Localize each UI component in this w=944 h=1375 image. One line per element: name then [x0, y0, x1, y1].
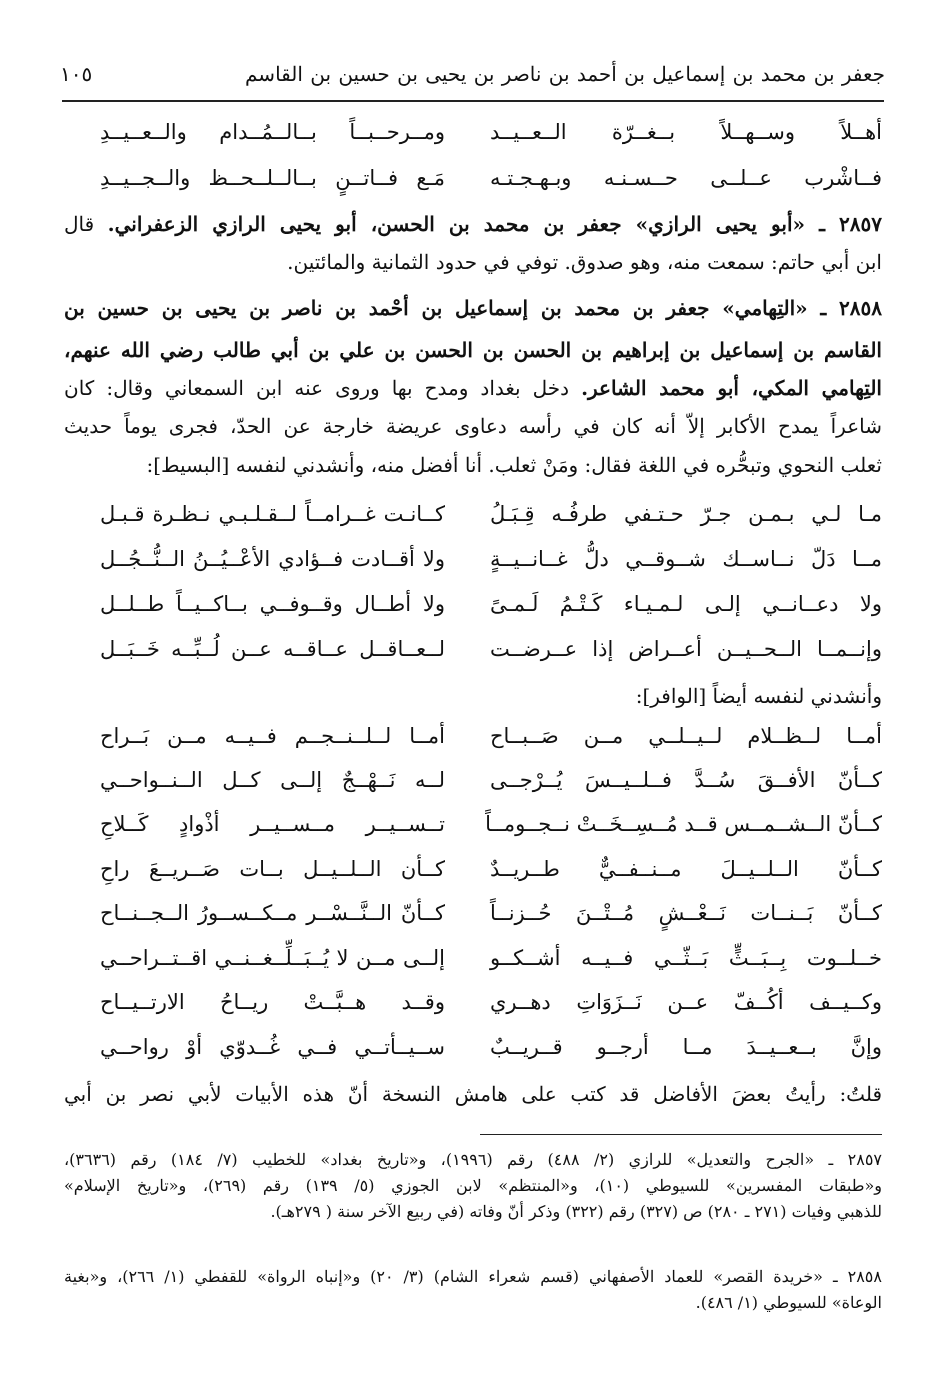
verse-first-hemistich: وإنــمــا الــحــيــن أعــراض إذا عــرضــت — [490, 637, 882, 661]
verse-first-hemistich: كــأنّ الــشــمــس قــد مُــسِــخَــتْ نــجــومــاً — [485, 812, 882, 836]
verse-second-hemistich: ســيــأتــي فــي غُــدوّي أوْ رواحــي — [100, 1035, 445, 1059]
verse-second-hemistich: ولا أطــال وقــوفــي بــاكــيــاً طــلــل — [100, 592, 445, 616]
page-number: ١٠٥ — [60, 62, 93, 86]
verse-second-hemistich: أمــا لــلــنــجــم فــيــه مــن بَــراح — [100, 724, 445, 748]
footnote-2857-line: للذهبي وفيات (٢٧١ ـ ٢٨٠) ص (٣٢٧) رقم (٣٢٢) وذكر أنّ وفاته (في ربيع الآخر سنة ( ٢٧٩هـ). — [270, 1202, 882, 1221]
verse-second-hemistich: إلــى مــن لا يُــبَــلِّــغــنــي اقــتــراحــي — [100, 946, 445, 970]
wafir-intro: وأنشدني لنفسه أيضاً [الوافر]: — [635, 684, 882, 708]
paragraph-line — [64, 338, 882, 362]
paragraph-line — [64, 376, 882, 400]
verse-second-hemistich: كــأنّ الــنَّــسْــر مــكــســورُ الــجــنــاح — [100, 901, 445, 925]
closing-line: قلتُ: رأيتُ بعضَ الأفاضل قد كتب على هامش النسخة أنّ هذه الأبيات لأبي نصر بن أبي — [64, 1082, 883, 1106]
verse-first-hemistich: أهــلاً وســهــلاً بــغــرّة الــعــيــد — [490, 120, 882, 144]
verse-second-hemistich: تــســيــر مــســيــر أذْوادٍ كَــلاحِ — [100, 812, 445, 836]
footnote-2858-line: ٢٨٥٨ ـ «خريدة القصر» للعماد الأصفهاني (قسم شعراء الشام) (٣/ ٢٠) و«إنباه الرواة» للقفطي (١/ ٢٦٦)، و«بغية — [64, 1267, 882, 1286]
verse-second-hemistich: كــأن الــلــيــل بــات صَــريــعَ راحِ — [100, 857, 445, 881]
footnote-2857-line: و«طبقات المفسرين» للسيوطي (١٠)، و«المنتظم» لابن الجوزي (٥/ ١٣٩) رقم (٢٦٩)، و«تاريخ الإسلام» — [64, 1176, 882, 1195]
footnote-2858-line: الوعاة» للسيوطي (١/ ٤٨٦). — [695, 1293, 882, 1312]
footnote-2857-line: ٢٨٥٧ ـ «الجرح والتعديل» للرازي (٢/ ٤٨٨) رقم (١٩٩٦)، و«تاريخ بغداد» للخطيب (٧/ ١٨٤) رقم (٣٦٣٦)، — [64, 1150, 883, 1169]
verse-second-hemistich: ولا أقــادت فــؤادي الأعْــيُــنُ الــنُّــجُــل — [100, 547, 445, 571]
running-title: جعفر بن محمد بن إسماعيل بن أحمد بن ناصر بن يحيى بن حسين بن القاسم — [245, 62, 885, 86]
paragraph-line — [64, 250, 882, 274]
verse-first-hemistich: كــأنّ الــلــيــلَ مــنــفــيٌّ طــريــدٌ — [490, 857, 882, 881]
verse-first-hemistich: كــأنّ بَــنــات نَــعْــشٍ مُــتْــنَ حُــزنــاً — [490, 901, 882, 925]
verse-second-hemistich: لــعــاقــل عــاقــه عــن لُــبِّــه خَــبَــل — [100, 637, 445, 661]
entry-heading: ٢٨٥٨ ـ «التِهامي» جعفر بن محمد بن إسماعيل بن أحْمد بن ناصر بن يحيى بن حسين بن — [64, 296, 882, 320]
verse-first-hemistich: ولا دعــانــي إلـى لـمـيـاء كَـتْـمُ لَـمـىً — [490, 592, 882, 616]
verse-first-hemistich: مــا دَلّ نــاســك شــوقــي دلُّ غــانــيــةٍ — [490, 547, 882, 571]
paragraph-line — [64, 453, 882, 477]
entry-text: دخل بغداد ومدح بها وروى عنه ابن السمعاني وقال: كان — [64, 376, 582, 400]
verse-second-hemistich: مَـع فــاتــنٍ بــالــلــحــظ والــجــيــدِ — [100, 166, 445, 190]
verse-first-hemistich: كــأنّ الأفــقَ سُــدَّ فــلــيــسَ يُــرْجــى — [490, 768, 882, 792]
footnote-rule — [480, 1134, 882, 1135]
verse-first-hemistich: أمــا لــظــلام لــيــلــي مــن صَــبــاح — [490, 724, 882, 748]
verse-first-hemistich: وكــيــف أكُــفّ عــن نَــزَوَاتِ دهــري — [490, 990, 882, 1014]
paragraph-line — [64, 414, 882, 438]
entry-text: ثعلب النحوي وتبحُّره في اللغة فقال: ومَنْ ثعلب. أنا أفضل منه، وأنشدني لنفسه [البسيط]: — [146, 453, 882, 477]
entry-text: شاعراً يمدح الأكابر إلاّ أنه كان في رأسه دعاوى عريضة خارجة عن الحدّ، فجرى يوماً حديث — [64, 414, 882, 438]
entry-heading: القاسم بن إسماعيل بن إبراهيم بن الحسن بن الحسن بن علي بن أبي طالب رضي الله عنهم، — [64, 338, 882, 362]
verse-second-hemistich: ومــرحــبــاً بــالــمُــدام والــعــيــدِ — [100, 120, 445, 144]
verse-first-hemistich: خــلــوت بِــبَــثٍّ بَــثّــي فــيــه أشــكــو — [490, 946, 882, 970]
entry-text: قال — [64, 212, 108, 236]
entry-text: ابن أبي حاتم: سمعت منه، وهو صدوق. توفي في حدود الثمانية والمائتين. — [287, 250, 882, 274]
verse-first-hemistich: مـا لـي بـمـن جـرّ حـتـفي طرفُـه قِـبَـلُ — [490, 502, 882, 526]
verse-first-hemistich: فــاشْرب عــلــى حــسـنـه وبـهـجـتـه — [490, 166, 882, 190]
verse-first-hemistich: وإنَّ بــعــيــدَ مــا أرجــو قــريــبٌ — [490, 1035, 882, 1059]
entry-heading: التِهامي المكي، أبو محمد الشاعر. — [581, 376, 882, 400]
verse-second-hemistich: كــانـت غــرامــاً لــقـلـبـي نـظـرة قـبـل — [100, 502, 445, 526]
paragraph-line — [64, 212, 882, 236]
header-rule — [62, 100, 884, 102]
paragraph-line — [64, 296, 882, 320]
verse-second-hemistich: لــه نَــهْــجٌ إلــى كــل الــنــواحــي — [100, 768, 445, 792]
verse-second-hemistich: وقــد هــبَّــتْ ريــاحُ الارتــيــاح — [100, 990, 445, 1014]
entry-heading: ٢٨٥٧ ـ «أبو يحيى الرازي» جعفر بن محمد بن الحسن، أبو يحيى الرازي الزعفراني. — [107, 212, 882, 236]
